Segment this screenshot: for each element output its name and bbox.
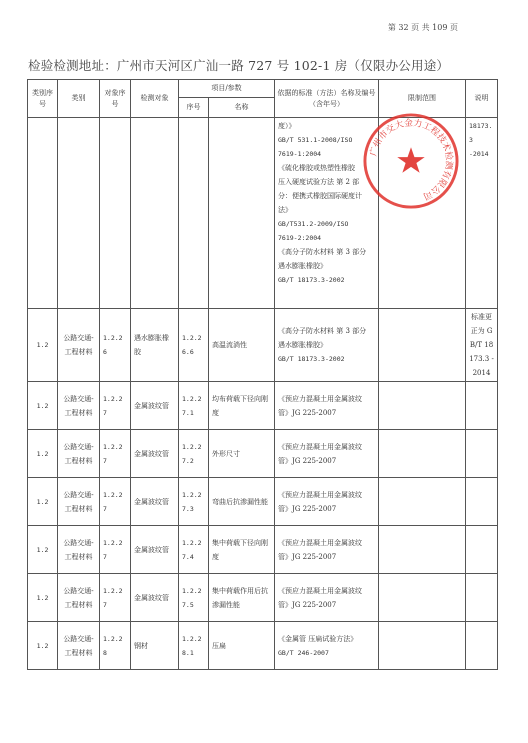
continuation-note: 18173.3 -2014	[466, 118, 498, 309]
row-standard: 《预应力混凝土用金属波纹 管》JG 225-2007	[275, 430, 379, 478]
table-row: 1.2 公路交通-工程材料 1.2.2 7 金属波纹管 1.2.2 7.5 集中荷载作用后抗渗漏性能 《预应力混凝土用金属波纹 管》JG 225-2007	[28, 574, 498, 622]
page-number: 第 32 页 共 109 页	[387, 23, 458, 32]
row-standard: 《预应力混凝土用金属波纹 管》JG 225-2007	[275, 526, 379, 574]
table-row: 1.2 公路交通-工程材料 1.2.2 8 钢材 1.2.2 8.1 压扁 《金属管 压扁试验方法》 GB/T 246-2007	[28, 622, 498, 670]
row-standard: 《高分子防水材料 第 3 部分 遇水膨胀橡胶》 GB/T 18173.3-2002	[275, 309, 379, 382]
header-items: 项目/参数	[179, 80, 275, 98]
header-standard: 依据的标准（方法）名称及编号（含年号）	[275, 80, 379, 118]
header-obj-no: 对象序号	[100, 80, 131, 118]
row-standard: 《金属管 压扁试验方法》 GB/T 246-2007	[275, 622, 379, 670]
header-cat-no: 类别序号	[28, 80, 58, 118]
inspection-address: 检验检测地址：广州市天河区广汕一路 727 号 102-1 房（仅限办公用途）	[28, 58, 450, 73]
header-limit: 限制范围	[379, 80, 466, 118]
header-item-name: 名称	[209, 98, 275, 118]
company-seal	[362, 112, 460, 210]
row-standard: 《预应力混凝土用金属波纹 管》JG 225-2007	[275, 382, 379, 430]
header-note: 说明	[466, 80, 498, 118]
table-row: 1.2 公路交通-工程材料 1.2.2 7 金属波纹管 1.2.2 7.2 外形尺寸 《预应力混凝土用金属波纹 管》JG 225-2007	[28, 430, 498, 478]
continuation-standard: 度）》 GB/T 531.1-2008/ISO 7619-1:2004 《硫化橡胶或热塑性橡胶 压入硬度试验方法 第 2 部 分：便携式橡胶国际硬度计 法》 GB/T531.2-2009/ISO 7619-2:2004 《高分子防水材料 第 3 部分 遇水膨胀橡胶》 GB/T 18173.3-2002	[275, 118, 379, 309]
header-object: 检测对象	[131, 80, 179, 118]
header-category: 类别	[58, 80, 100, 118]
header-item-no: 序号	[179, 98, 209, 118]
table-row: 1.2 公路交通-工程材料 1.2.2 7 金属波纹管 1.2.2 7.3 弯曲后抗渗漏性能 《预应力混凝土用金属波纹 管》JG 225-2007	[28, 478, 498, 526]
table-row: 1.2 公路交通-工程材料 1.2.2 7 金属波纹管 1.2.2 7.4 集中荷载下径向刚度 《预应力混凝土用金属波纹 管》JG 225-2007	[28, 526, 498, 574]
row-standard: 《预应力混凝土用金属波纹 管》JG 225-2007	[275, 478, 379, 526]
table-row: 1.2 公路交通-工程材料 1.2.2 6 遇水膨胀橡胶 1.2.2 6.6 高温流淌性 《高分子防水材料 第 3 部分 遇水膨胀橡胶》 GB/T 18173.3-2002 标准更正为 GB/T 18173.3 -2014	[28, 309, 498, 382]
table-row: 1.2 公路交通-工程材料 1.2.2 7 金属波纹管 1.2.2 7.1 均布荷载下径向刚度 《预应力混凝土用金属波纹 管》JG 225-2007	[28, 382, 498, 430]
row-standard: 《预应力混凝土用金属波纹 管》JG 225-2007	[275, 574, 379, 622]
seal-text: 广州市交大金力工程技术检测有限公司	[368, 118, 454, 201]
seal-star-icon	[397, 147, 424, 172]
